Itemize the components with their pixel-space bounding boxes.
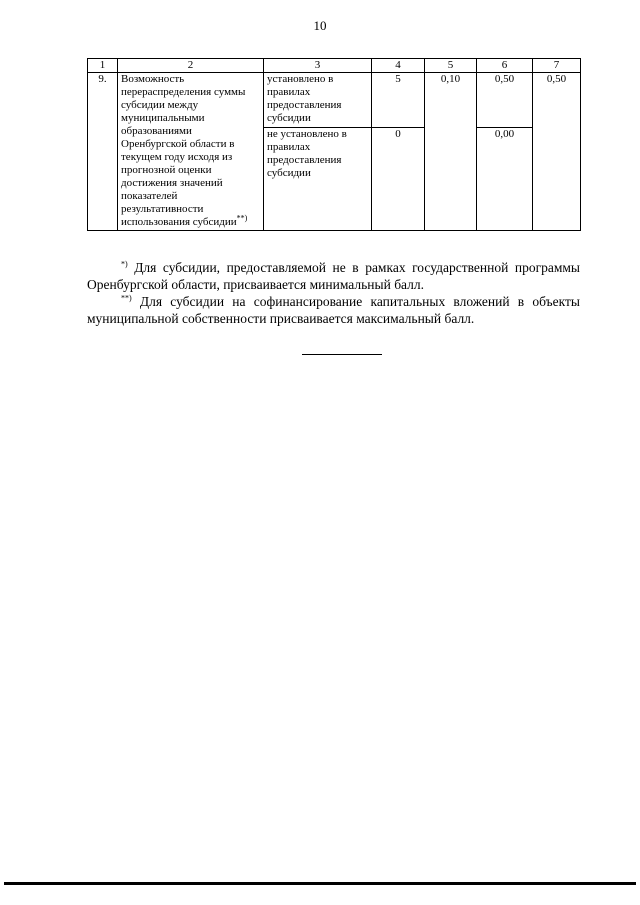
- column-header: 4: [372, 59, 425, 73]
- column-header: 7: [533, 59, 581, 73]
- condition-cell: не установлено в правилах предоставления субсидии: [264, 128, 372, 231]
- footnote-text: Для субсидии на софинансирование капитальных вложений в объекты муниципальной собственности присваивается максимальный балл.: [87, 294, 580, 326]
- criterion-text: Возможность перераспределения суммы субсидии между муниципальными образованиями Оренбургской области в текущем году исходя из прогнозной оценки достижения значений показателей результативности использования субсидии: [121, 73, 246, 228]
- row-number: 9.: [88, 73, 118, 231]
- column-header: 6: [477, 59, 533, 73]
- column-header: 5: [425, 59, 477, 73]
- criteria-table: [87, 58, 581, 231]
- separator-line: [302, 354, 382, 355]
- condition-cell: установлено в правилах предоставления субсидии: [264, 73, 372, 128]
- footnote-mark: **): [121, 293, 132, 303]
- footnote-text: Для субсидии, предоставляемой не в рамках государственной программы Оренбургской области, присваивается минимальный балл.: [87, 260, 581, 292]
- page-number: 10: [313, 18, 327, 33]
- column-header: 1: [88, 59, 118, 73]
- footnote-mark: **): [236, 213, 248, 223]
- criterion-cell: [118, 73, 264, 231]
- grade-cell: 0,50: [477, 73, 533, 128]
- score-cell: 5: [372, 73, 425, 128]
- score-cell: 0: [372, 128, 425, 231]
- table-row: [88, 73, 581, 128]
- table-header-row: [88, 59, 581, 73]
- column-header: 2: [118, 59, 264, 73]
- max-score-cell: 0,50: [533, 73, 581, 231]
- grade-cell: 0,00: [477, 128, 533, 231]
- bottom-rule: [4, 882, 636, 885]
- footnote: [87, 293, 580, 327]
- footnote: [87, 259, 580, 293]
- footnote-mark: *): [121, 259, 128, 269]
- weight-cell: 0,10: [425, 73, 477, 231]
- column-header: 3: [264, 59, 372, 73]
